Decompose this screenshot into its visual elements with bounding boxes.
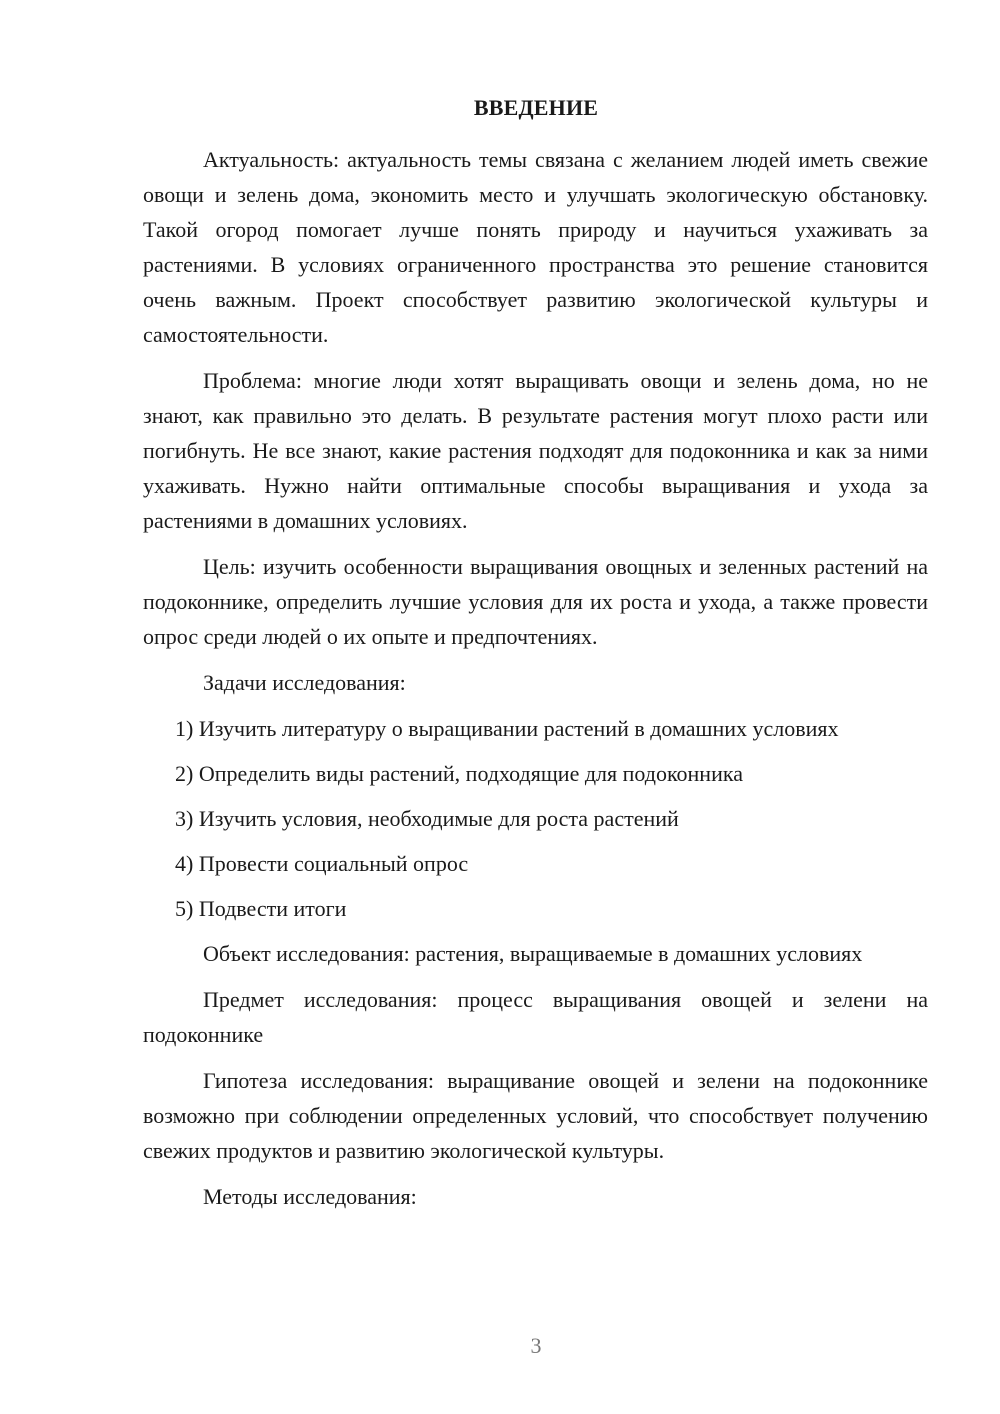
- paragraph-relevance: Актуальность: актуальность темы связана с желанием людей иметь свежие овощи и зелень дома, экономить место и улучшать экологическую обстановку. Такой огород помогает лучше понять природу и научиться ухаживать за растениями. В условиях ограниченного пространства это решение становится очень важным. Проект способствует развитию экологической культуры и самостоятельности.: [143, 147, 928, 347]
- paragraph-hypothesis: Гипотеза исследования: выращивание овощей и зелени на подоконнике возможно при соблюдении определенных условий, что способствует получению свежих продуктов и развитию экологической культуры.: [143, 1068, 928, 1163]
- paragraph-problem: Проблема: многие люди хотят выращивать овощи и зелень дома, но не знают, как правильно это делать. В результате растения могут плохо расти или погибнуть. Не все знают, какие растения подходят для подоконника и как за ними ухаживать. Нужно найти оптимальные способы выращивания и ухода за растениями в домашних условиях.: [143, 368, 928, 533]
- list-item: 2) Определить виды растений, подходящие для подоконника: [175, 761, 743, 786]
- list-item: 1) Изучить литературу о выращивании растений в домашних условиях: [175, 716, 839, 741]
- list-item: 4) Провести социальный опрос: [175, 851, 469, 876]
- list-item: 5) Подвести итоги: [175, 896, 347, 921]
- page-title: ВВЕДЕНИЕ: [473, 95, 599, 120]
- tasks-list: [143, 711, 928, 926]
- document-body: [143, 142, 928, 1225]
- page-number: 3: [530, 1333, 542, 1358]
- paragraph-object: Объект исследования: растения, выращиваемые в домашних условиях: [203, 941, 863, 966]
- paragraph-methods-title: Методы исследования:: [203, 1184, 417, 1209]
- paragraph-subject: Предмет исследования: процесс выращивания овощей и зелени на подоконнике: [143, 987, 928, 1047]
- list-item: 3) Изучить условия, необходимые для роста растений: [175, 806, 679, 831]
- paragraph-goal: Цель: изучить особенности выращивания овощных и зеленных растений на подоконнике, определить лучшие условия для их роста и ухода, а также провести опрос среди людей о их опыте и предпочтениях.: [143, 554, 928, 649]
- paragraph-tasks-title: Задачи исследования:: [203, 670, 406, 695]
